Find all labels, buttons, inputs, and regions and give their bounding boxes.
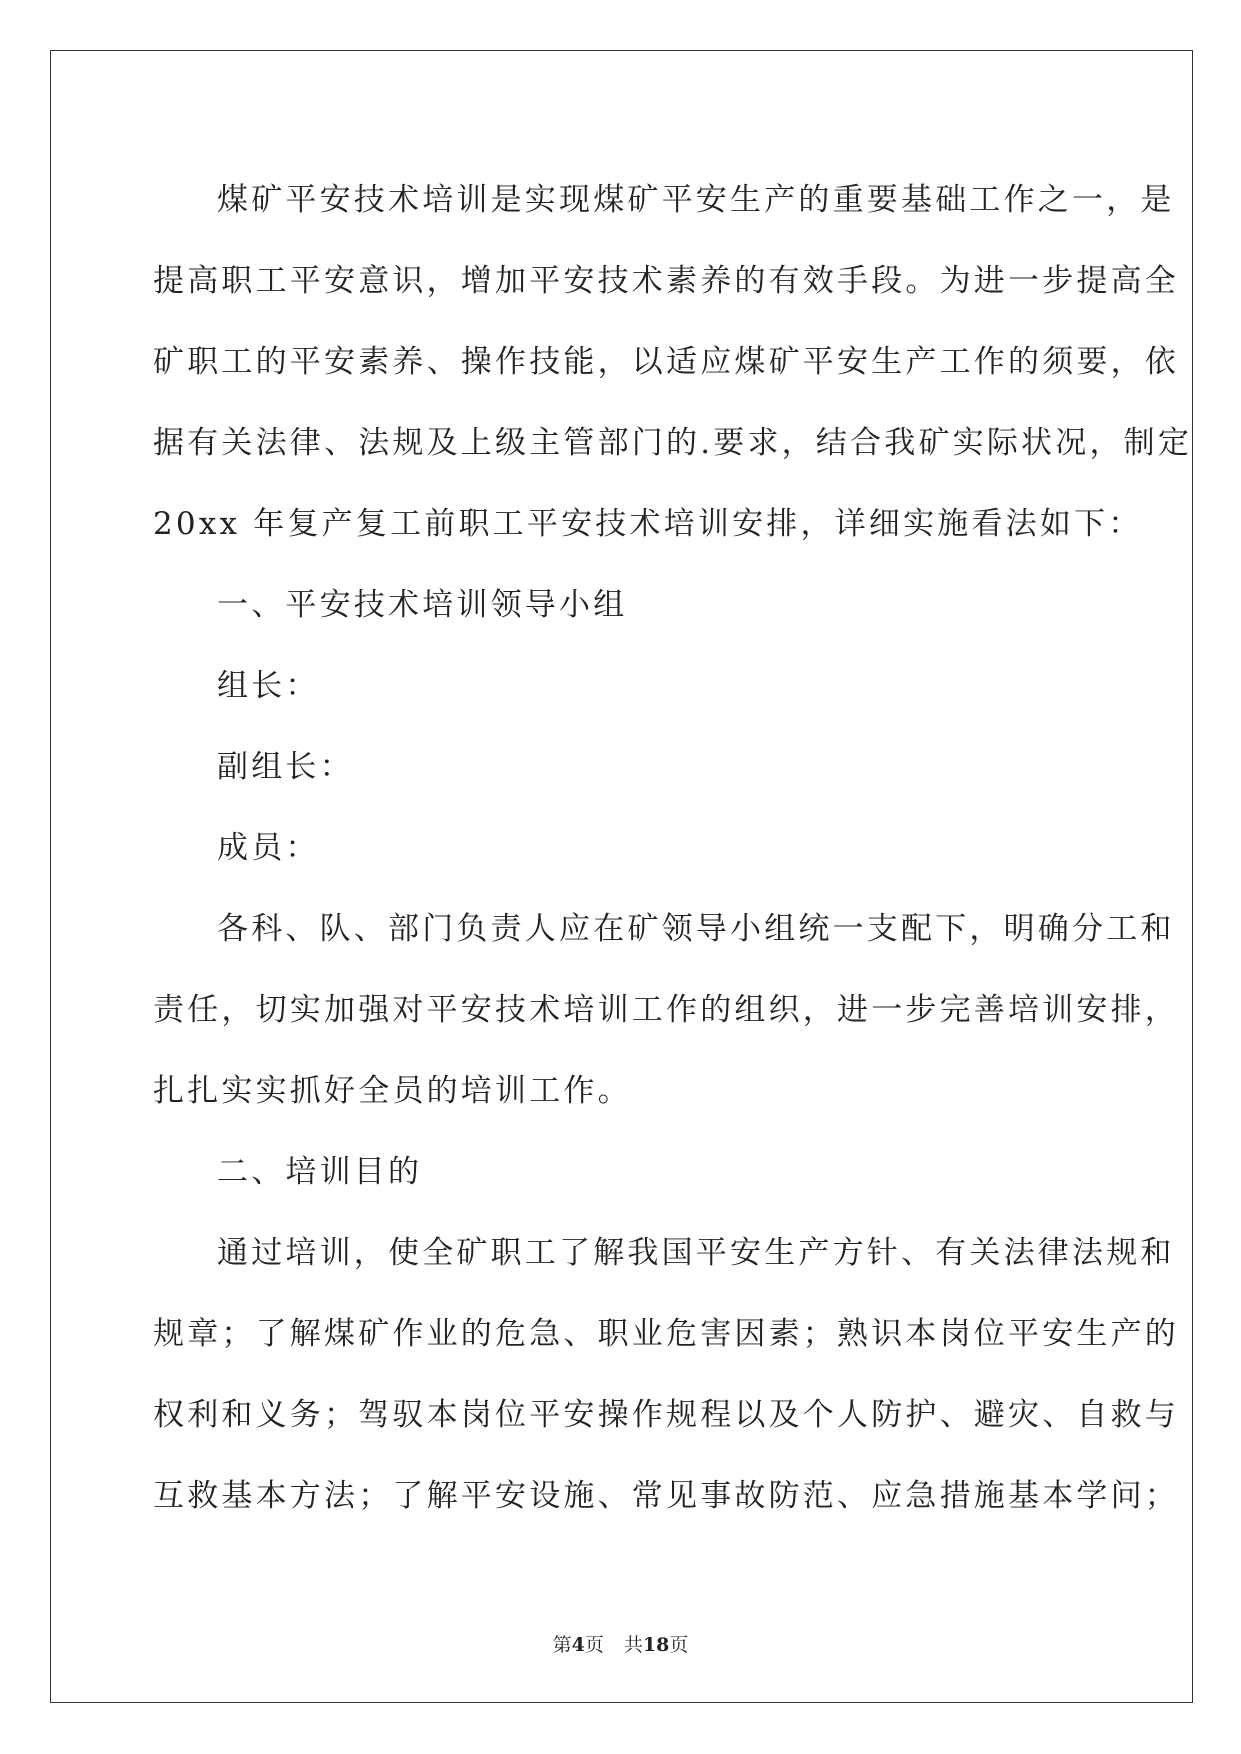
text-line: 煤矿平安技术培训是实现煤矿平安生产的重要基础工作之一，是 xyxy=(217,182,1175,218)
footer-total-suffix: 页 xyxy=(669,1634,689,1656)
text-line: 副组长： xyxy=(217,749,354,785)
text-line: 责任，切实加强对平安技术培训工作的组织，进一步完善培训安排， xyxy=(153,992,1179,1028)
footer-prefix: 第 xyxy=(552,1634,572,1656)
text-line: 扎扎实实抓好全员的培训工作。 xyxy=(153,1073,632,1109)
total-pages-number: 18 xyxy=(642,1634,670,1656)
page-footer xyxy=(0,1630,1241,1657)
document-body xyxy=(153,160,1193,1537)
text-line: 20xx 年复产复工前职工平安技术培训安排，详细实施看法如下： xyxy=(153,506,1143,542)
text-line: 提高职工平安意识，增加平安技术素养的有效手段。为进一步提高全 xyxy=(153,263,1179,299)
text-line: 权利和义务；驾驭本岗位平安操作规程以及个人防护、避灾、自救与 xyxy=(153,1397,1179,1433)
text-line: 矿职工的平安素养、操作技能，以适应煤矿平安生产工作的须要，依 xyxy=(153,344,1179,380)
section-heading: 一、平安技术培训领导小组 xyxy=(217,587,628,623)
text-line: 组长： xyxy=(217,668,320,704)
text-line: 互救基本方法；了解平安设施、常见事故防范、应急措施基本学问； xyxy=(153,1478,1179,1514)
current-page-number: 4 xyxy=(571,1634,585,1656)
text-line: 各科、队、部门负责人应在矿领导小组统一支配下，明确分工和 xyxy=(217,911,1175,947)
footer-page-suffix: 页 xyxy=(584,1634,604,1656)
text-line: 规章；了解煤矿作业的危急、职业危害因素；熟识本岗位平安生产的 xyxy=(153,1316,1179,1352)
text-line: 据有关法律、法规及上级主管部门的.要求，结合我矿实际状况，制定 xyxy=(153,425,1193,461)
section-heading: 二、培训目的 xyxy=(217,1154,423,1190)
footer-total-prefix: 共 xyxy=(623,1634,643,1656)
text-line: 通过培训，使全矿职工了解我国平安生产方针、有关法律法规和 xyxy=(217,1235,1175,1271)
text-line: 成员： xyxy=(217,830,320,866)
